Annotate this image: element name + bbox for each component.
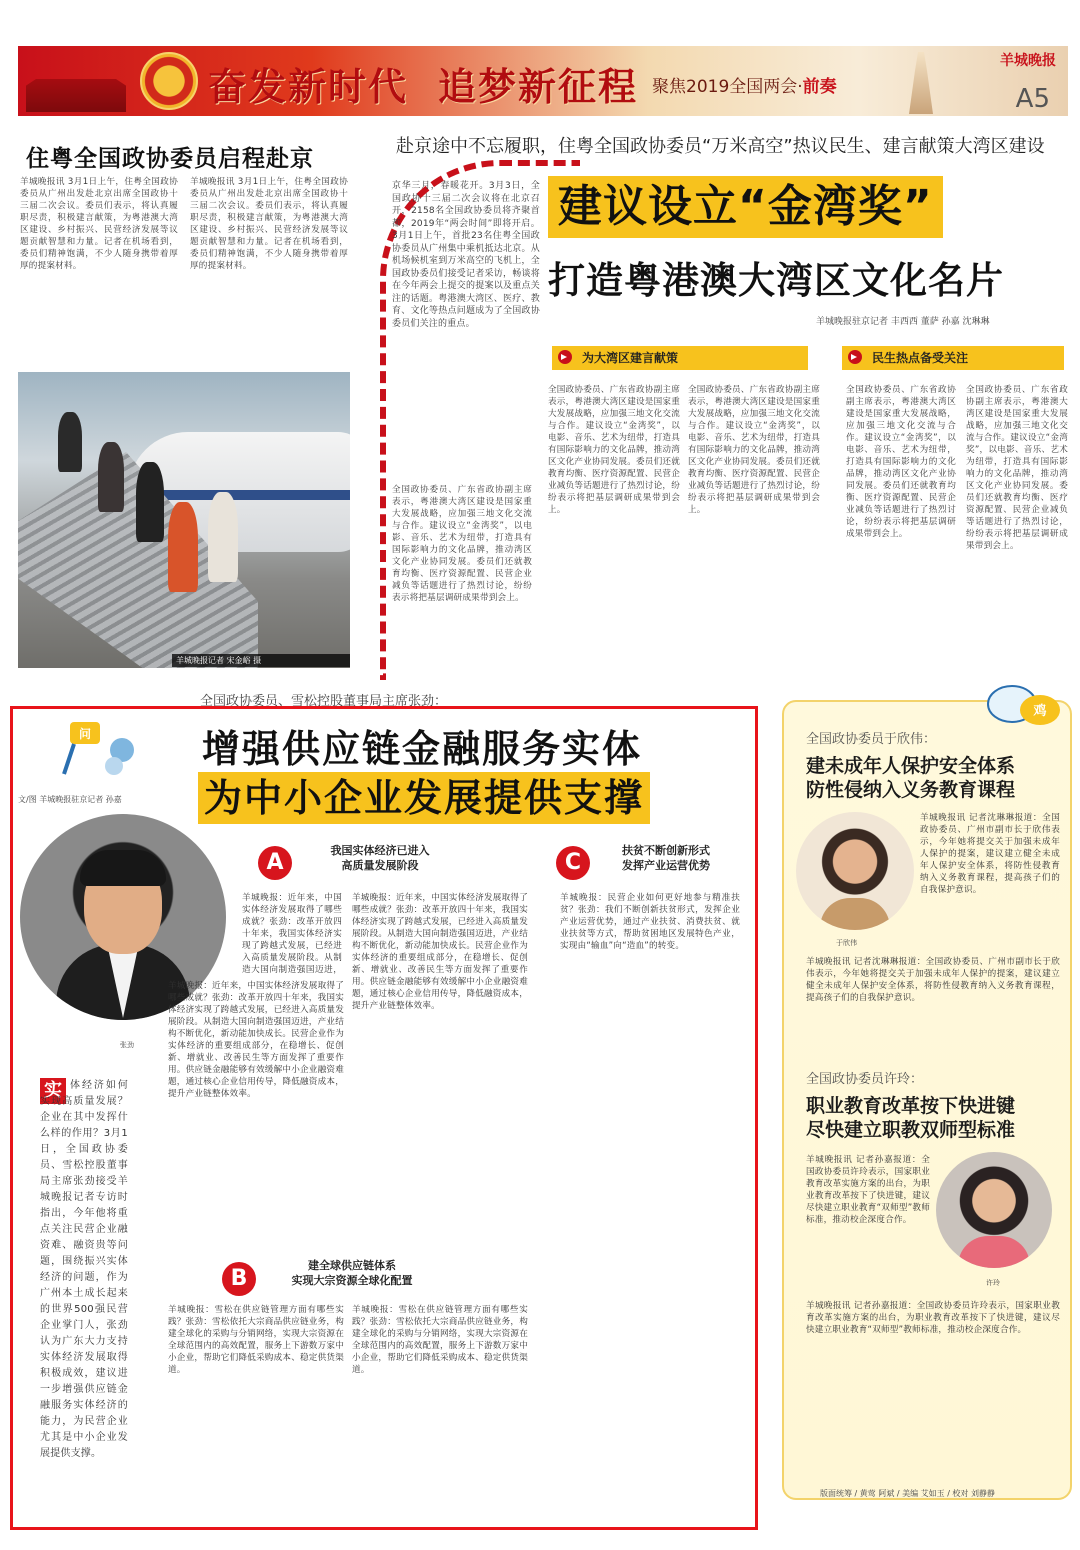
section-pill-livelihood: 民生热点备受关注 — [842, 346, 1064, 370]
section-a-badge: A — [258, 846, 292, 880]
sidebar-item1-title: 建未成年人保护安全体系 防性侵纳入义务教育课程 — [806, 755, 1016, 801]
section-b-badge: B — [222, 1262, 256, 1296]
section-b-text: 羊城晚报：雪松在供应链管理方面有哪些实践？张劲：雪松依托大宗商品供应链业务，构建全球化的采购与分销网络，实现大宗资源在全球范围内的高效配置，服务上下游数万家中小企业，帮助它们降低采购成本、稳定供货渠道。 — [168, 1305, 344, 1375]
section-a-text: 羊城晚报：近年来，中国实体经济发展取得了哪些成就？张劲：改革开放四十年来，我国实体经济实现了跨越式发展，已经进入高质量发展阶段。从制造大国向制造强国迈进，产业结构不断优化，新动能加快成长。民营企业作为实体经济的重要组成部分，在稳增长、促创新、增就业、改善民生等方面发挥了重要作用。供应链金融能够有效缓解中小企业融资难题，通过核心企业信用传导，降低融资成本，提升产业链整体效率。 — [168, 981, 344, 1099]
top-story-subtitle: 赴京途中不忘履职，住粤全国政协委员“万米高空”热议民生、建言献策大湾区建设 — [396, 136, 1045, 157]
top-story-lead: 京华三月，春暖花开。3月3日，全国政协十三届二次会议将在北京召开，2158名全国政协委员将齐聚首都，2019年“两会时间”即将开启。3月1日上午，首批23名住粤全国政协委员从广州集中乘机抵达北京。从机场候机室到万米高空的飞机上，全国政协委员们接受记者采访，畅谈将在今年两会上提交的提案以及重点关注的话题。粤港澳大湾区、医疗、教育、文化等热点问题成为了全国政协委员们关注的重点。 — [392, 181, 540, 329]
sidebar-item2-title: 职业教育改革按下快进键 尽快建立职教双师型标准 — [806, 1095, 1016, 1141]
section-pill-greater-bay-area: 为大湾区建言献策 — [552, 346, 808, 370]
feature-kicker: 全国政协委员、雪松控股董事局主席张劲： — [200, 694, 448, 709]
person-figure — [208, 492, 238, 582]
sidebar-item1-kicker: 全国政协委员于欣伟： — [806, 732, 937, 747]
page-credits: 版面统筹 / 黄莺 阿斌 / 美编 艾如玉 / 校对 刘静静 — [820, 1489, 995, 1498]
sidebar-item2-text-2: 羊城晚报讯 记者孙嘉报道：全国政协委员许玲表示，国家职业教育改革实施方案的出台，为职业教育改革按下了快进键，建议尽快建立职业教育“双师型”教师标准，推动校企深度合作。 — [806, 1301, 1060, 1335]
sidebar-item1-caption: 于欣伟 — [836, 939, 857, 947]
sidebar-item1-text-2: 羊城晚报讯 记者沈琳琳报道：全国政协委员、广州市副市长于欣伟表示，今年她将提交关于加强未成年人保护的提案，建议建立健全未成年人保护安全体系，将防性侵教育纳入义务教育课程，提高孩子们的自我保护意识。 — [806, 957, 1060, 1003]
left-story-headline: 住粤全国政协委员启程赴京 — [26, 146, 314, 172]
section-c-badge: C — [556, 846, 590, 880]
newspaper-brand: 羊城晚报 — [1000, 53, 1056, 69]
section-c-title: 扶贫不断创新形式 发挥产业运营优势 — [622, 844, 710, 872]
section-b-title: 建全球供应链体系 实现大宗资源全球化配置 — [291, 1259, 413, 1287]
person-figure — [58, 412, 82, 472]
feature-byline: 文/图 羊城晚报驻京记者 孙嘉 — [18, 795, 122, 804]
sidebar-item2-kicker: 全国政协委员许玲： — [806, 1072, 924, 1087]
portrait-caption: 张劲 — [120, 1041, 134, 1049]
banner-focus: 聚焦2019全国两会·前奏 — [652, 77, 837, 97]
sidebar-item1-photo — [796, 812, 914, 930]
masthead-banner — [18, 46, 1068, 116]
section-a-title: 我国实体经济已进入 高质量发展阶段 — [330, 844, 430, 872]
tiananmen-gate-graphic — [26, 68, 126, 112]
sidebar-tag: 鸡 — [1033, 704, 1047, 719]
sidebar-item2-caption: 许玲 — [986, 1279, 1000, 1287]
national-emblem-icon — [140, 52, 198, 110]
chevron-right-icon — [848, 350, 862, 364]
banner-slogan-1: 奋发新时代 — [208, 64, 409, 109]
section-a-text-2: 羊城晚报：近年来，中国实体经济发展取得了哪些成就？张劲：改革开放四十年来，我国实体经济实现了跨越式发展，已经进入高质量发展阶段。从制造大国向制造强国迈进，产业结构不断优化，新动能加快成长。民营企业作为实体经济的重要组成部分，在稳增长、促创新、增就业、改善民生等方面发挥了重要作用。供应链金融能够有效缓解中小企业融资难题，通过核心企业信用传导，降低融资成本，提升产业链整体效率。 — [352, 893, 528, 1011]
ask-label: 问 — [78, 727, 92, 741]
interview-microphone-icon — [56, 716, 146, 780]
tower-graphic — [906, 52, 936, 114]
drop-cap-label: 实 — [40, 1078, 66, 1104]
photo-caption: 羊城晚报记者 宋金峪 摄 — [172, 654, 350, 667]
feature-lead-text: 体经济如何实现高质量发展？企业在其中发挥什么样的作用？3月1日，全国政协委员、雪松控股董事局主席张劲接受羊城晚报记者专访时指出，今年他将重点关注民营企业融资难、融资贵等问题，围绕振兴实体经济的问题，作为广州本土成长起来的世界500强民营企业掌门人，张劲认为广东大力支持实体经济发展取得积极成效，建议进一步增强供应链金融服务实体经济的能力，为民营企业尤其是中小企业发展提供支撑。 — [40, 1080, 128, 1459]
section-c-text: 羊城晚报：民营企业如何更好地参与精准扶贫？张劲：我们不断创新扶贫形式，发挥企业产业运营优势，通过产业扶贫、消费扶贫、就业扶贫等方式，帮助贫困地区发展特色产业，实现由“输血”向“造血”的转变。 — [560, 893, 740, 951]
sidebar-item1-text: 羊城晚报讯 记者沈琳琳报道：全国政协委员、广州市副市长于欣伟表示，今年她将提交关于加强未成年人保护的提案，建议建立健全未成年人保护安全体系，将防性侵教育纳入义务教育课程，提高孩子们的自我保护意识。 — [920, 813, 1060, 895]
section-b-text-2: 羊城晚报：雪松在供应链管理方面有哪些实践？张劲：雪松依托大宗商品供应链业务，构建全球化的采购与分销网络，实现大宗资源在全球范围内的高效配置，服务上下游数万家中小企业，帮助它们降低采购成本、稳定供货渠道。 — [352, 1305, 528, 1375]
feature-headline-line2: 为中小企业发展提供支撑 — [198, 772, 650, 824]
left-story-body: 羊城晚报讯 3月1日上午，住粤全国政协委员从广州出发赴北京出席全国政协十三届二次会议。委员们表示，将认真履职尽责，积极建言献策，为粤港澳大湾区建设、乡村振兴、民营经济发展等议题贡献智慧和力量。记者在机场看到，委员们精神饱满，不少人随身携带着厚厚的提案材料。 羊城晚报讯 3月1日上午，住粤全国政协委员从广州出发赴北京出席全国政协十三届二次会议。委员们表示，将认真履职尽责，积极建言献策，为粤港澳大湾区建设、乡村振兴、民营经济发展等议题贡献智慧和力量。记者在机场看到，委员们精神饱满，不少人随身携带着厚厚的提案材料。 — [20, 177, 348, 271]
top-story-body: 全国政协委员、广东省政协副主席表示，粤港澳大湾区建设是国家重大发展战略，应加强三地文化交流与合作。建议设立“金湾奖”，以电影、音乐、艺术为纽带，打造具有国际影响力的文化品牌，推动湾区文化产业协同发展。委员们还就教育均衡、医疗资源配置、民营企业减负等话题进行了热烈讨论，纷纷表示将把基层调研成果带到会上。 全国政协委员、广东省政协副主席表示，粤港澳大湾区建设是国家重大发展战略，应加强三地文化交流与合作。建议设立“金湾奖”，以电影、音乐、艺术为纽带，打造具有国际影响力的文化品牌，推动湾区文化产业协同发展。委员们还就教育均衡、医疗资源配置、民营企业减负等话题进行了热烈讨论，纷纷表示将把基层调研成果带到会上。 全国政协委员、广东省政协副主席表示，粤港澳大湾区建设是国家重大发展战略，应加强三地文化交流与合作。建议设立“金湾奖”，以电影、音乐、艺术为纽带，打造具有国际影响力的文化品牌，推动湾区文化产业协同发展。委员们还就教育均衡、医疗资源配置、民营企业减负等话题进行了热烈讨论，纷纷表示将把基层调研成果带到会上。 全国政协委员、广东省政协副主席表示，粤港澳大湾区建设是国家重大发展战略，应加强三地文化交流与合作。建议设立“金湾奖”，以电影、音乐、艺术为纽带，打造具有国际影响力的文化品牌，推动湾区文化产业协同发展。委员们还就教育均衡、医疗资源配置、民营企业减负等话题进行了热烈讨论，纷纷表示将把基层调研成果带到会上。 全国政协委员、广东省政协副主席表示，粤港澳大湾区建设是国家重大发展战略，应加强三地文化交流与合作。建议设立“金湾奖”，以电影、音乐、艺术为纽带，打造具有国际影响力的文化品牌，推动湾区文化产业协同发展。委员们还就教育均衡、医疗资源配置、民营企业减负等话题进行了热烈讨论，纷纷表示将把基层调研成果带到会上。 — [392, 385, 1068, 603]
top-story-byline: 羊城晚报驻京记者 丰西西 董萨 孙嘉 沈琳琳 — [816, 317, 990, 327]
section-a-intro: 羊城晚报：近年来，中国实体经济发展取得了哪些成就？张劲：改革开放四十年来，我国实体经济实现了跨越式发展，已经进入高质量发展阶段。从制造大国向制造强国迈进， — [242, 893, 342, 975]
person-figure — [136, 462, 164, 542]
person-figure — [98, 442, 124, 512]
feature-headline-line1: 增强供应链金融服务实体 — [202, 727, 643, 771]
sidebar-item2-text: 羊城晚报讯 记者孙嘉报道：全国政协委员许玲表示，国家职业教育改革实施方案的出台，为职业教育改革按下了快进键，建议尽快建立职业教育“双师型”教师标准，推动校企深度合作。 — [806, 1155, 930, 1225]
sidebar-item2-photo — [936, 1152, 1052, 1268]
delegates-boarding-photo — [18, 372, 350, 668]
top-story-subheadline: 打造粤港澳大湾区文化名片 — [548, 259, 1004, 302]
person-figure — [168, 502, 198, 592]
speech-bubble-icon — [984, 680, 1062, 730]
banner-slogan-2: 追梦新征程 — [438, 64, 639, 109]
page-number: A5 — [1015, 84, 1050, 114]
top-story-headline: 建议设立“金湾奖” — [548, 176, 943, 238]
chevron-right-icon — [558, 350, 572, 364]
